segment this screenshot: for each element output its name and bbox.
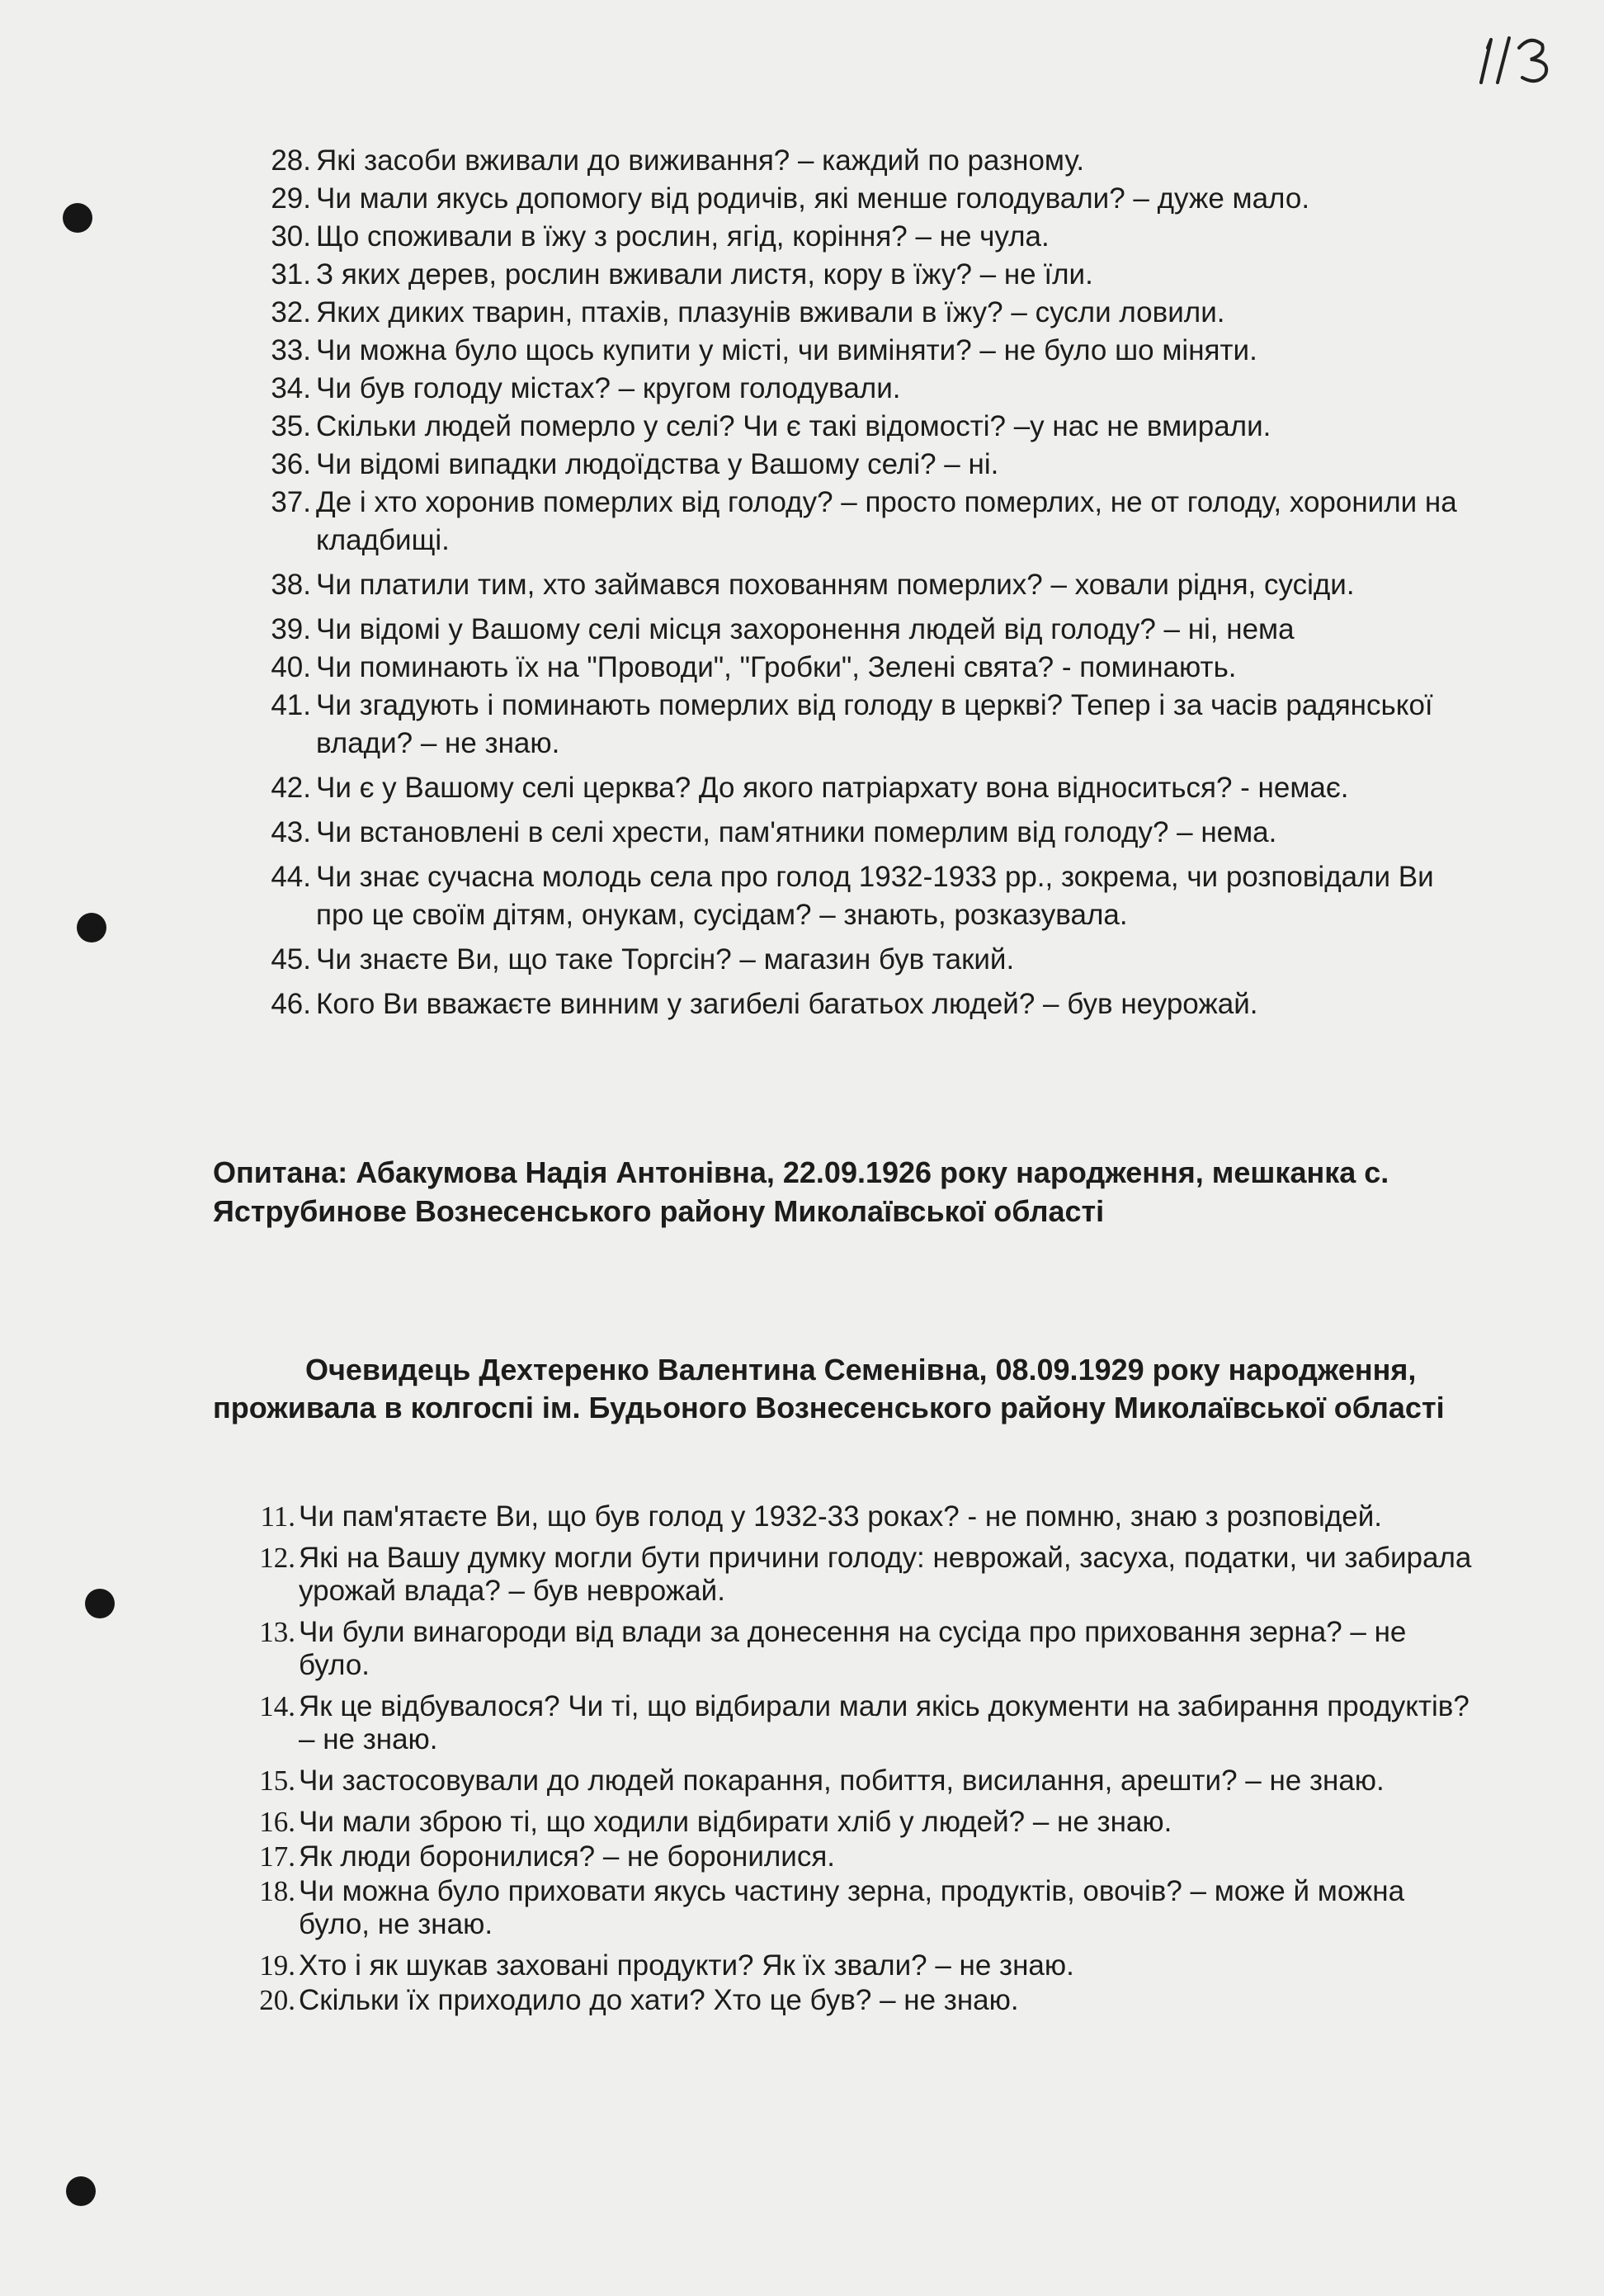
witness-info: Очевидець Дехтеренко Валентина Семенівна, 08.09.1929 року народження, проживала в колгоспі ім. Будьоного Вознесенського району Миколаївської області: [213, 1353, 1445, 1424]
questions-list-2: [256, 1500, 1477, 2019]
list-item: 33. Чи можна було щось купити у місті, чи виміняти? – не було шо міняти.: [271, 334, 1257, 366]
respondent-info: Опитана: Абакумова Надія Антонівна, 22.09.1926 року народження, мешканка с. Яструбинове Вознесенського району Миколаївської області: [213, 1155, 1389, 1228]
list-item: 20. Скільки їх приходило до хати? Хто це був? – не знаю.: [259, 1984, 1019, 2016]
list-item: 15. Чи застосовували до людей покарання, побиття, висилання, арешти? – не знаю.: [259, 1765, 1385, 1797]
list-item: 30. Що споживали в їжу з рослин, ягід, коріння? – не чула.: [271, 220, 1050, 253]
list-item: 13. Чи були винагороди від влади за донесення на сусіда про приховання зерна? – не було.: [259, 1616, 1407, 1681]
list-item: 37. Де і хто хоронив померлих від голоду? – просто померлих, не от голоду, хоронили на кладбищі.: [271, 486, 1457, 556]
list-item: 44. Чи знає сучасна молодь села про голод 1932-1933 рр., зокрема, чи розповідали Ви про це своїм дітям, онукам, сусідам? – знають, розказувала.: [271, 861, 1434, 931]
list-item: 45. Чи знаєте Ви, що таке Торгсін? – магазин був такий.: [271, 943, 1015, 976]
list-item: 38. Чи платили тим, хто займався похованням померлих? – ховали рідня, сусіди.: [271, 569, 1355, 601]
list-item: 42. Чи є у Вашому селі церква? До якого патріархату вона відноситься? - немає.: [271, 772, 1349, 804]
handwritten-page-number: [1473, 31, 1564, 89]
list-item: 34. Чи був голоду містах? – кругом голодували.: [271, 372, 901, 404]
list-item: 14. Як це відбувалося? Чи ті, що відбирали мали якісь документи на забирання продуктів? – не знаю.: [259, 1690, 1470, 1755]
list-item: 46. Кого Ви вважаєте винним у загибелі багатьох людей? – був неурожай.: [271, 988, 1258, 1020]
list-item: 11. Чи пам'ятаєте Ви, що був голод у 1932-33 роках? - не помню, знаю з розповідей.: [260, 1500, 1382, 1533]
questions-list-1: [268, 142, 1481, 1023]
punch-hole: [85, 1589, 115, 1618]
list-item: 18. Чи можна було приховати якусь частину зерна, продуктів, овочів? – може й можна було, не знаю.: [259, 1875, 1405, 1940]
list-item: 19. Хто і як шукав заховані продукти? Як їх звали? – не знаю.: [259, 1949, 1074, 1982]
list-item: 35. Скільки людей померло у селі? Чи є такі відомості? –у нас не вмирали.: [271, 410, 1271, 442]
list-item: 40. Чи поминають їх на "Проводи", "Гробки", Зелені свята? - поминають.: [271, 651, 1237, 683]
punch-hole: [66, 2176, 96, 2206]
list-item: 17. Як люди боронилися? – не боронилися.: [259, 1840, 836, 1873]
list-item: 41. Чи згадують і поминають померлих від голоду в церкві? Тепер і за часів радянської влади? – не знаю.: [271, 689, 1433, 759]
list-item: 32. Яких диких тварин, птахів, плазунів вживали в їжу? – сусли ловили.: [271, 296, 1225, 328]
punch-hole: [63, 203, 92, 233]
list-item: 16. Чи мали зброю ті, що ходили відбирати хліб у людей? – не знаю.: [259, 1806, 1172, 1838]
list-item: 36. Чи відомі випадки людоїдства у Вашому селі? – ні.: [271, 448, 999, 480]
list-item: 43. Чи встановлені в селі хрести, пам'ятники померлим від голоду? – нема.: [271, 816, 1277, 848]
punch-hole: [77, 913, 106, 942]
list-item: 39. Чи відомі у Вашому селі місця захоронення людей від голоду? – ні, нема: [271, 613, 1295, 645]
list-item: 12. Які на Вашу думку могли бути причини голоду: неврожай, засуха, податки, чи забирала урожай влада? – був неврожай.: [259, 1542, 1472, 1607]
list-item: 28. Які засоби вживали до виживання? – каждий по разному.: [271, 144, 1085, 177]
list-item: 31. З яких дерев, рослин вживали листя, кору в їжу? – не їли.: [271, 258, 1093, 291]
list-item: 29. Чи мали якусь допомогу від родичів, які менше голодували? – дуже мало.: [271, 182, 1310, 215]
